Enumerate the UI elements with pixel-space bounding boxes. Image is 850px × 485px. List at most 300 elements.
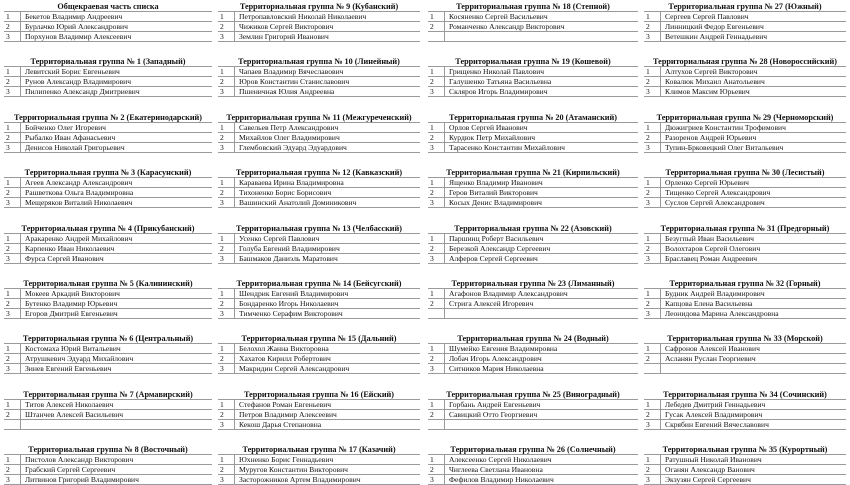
group-spacer: [428, 430, 638, 445]
candidate-name: Стефанов Роман Евгеньевич: [239, 399, 332, 409]
territorial-group: [218, 445, 420, 485]
candidate-name: Михайлов Олег Владимирович: [239, 132, 340, 142]
candidate-name: Бекетов Владимир Андреевич: [25, 12, 123, 21]
candidate-name: Будник Андрей Владимирович: [665, 288, 765, 298]
candidate-name: Мещеряков Виталий Николаевич: [25, 198, 133, 208]
candidate-row: [644, 21, 846, 31]
candidate-name: Сафронов Алексей Иванович: [665, 344, 760, 354]
candidate-number: 2: [218, 244, 235, 253]
candidate-number: 2: [218, 133, 235, 142]
candidate-row: [428, 464, 638, 474]
candidate-name: Савельев Петр Александрович: [239, 122, 339, 132]
group-spacer: [218, 208, 420, 223]
candidate-number: 2: [218, 465, 235, 474]
group-title: Территориальная группа № 27 (Южный): [668, 2, 822, 11]
candidate-name: Разоренов Андрей Юрьевич: [665, 132, 757, 142]
candidate-number: 1: [644, 400, 661, 409]
candidate-number: 3: [644, 475, 661, 484]
candidate-row: [428, 86, 638, 97]
candidate-number: 1: [428, 178, 445, 187]
candidate-row: [218, 122, 420, 132]
candidate-number: 1: [218, 455, 235, 464]
candidate-name: Грабский Сергей Сергеевич: [25, 465, 116, 475]
territorial-group: [644, 57, 846, 97]
candidate-number: 1: [428, 67, 445, 76]
candidate-name: Караваева Ирина Владимировна: [239, 178, 344, 188]
candidate-name: Порхунов Владимир Алексеевич: [25, 32, 132, 41]
group-spacer: [644, 264, 846, 279]
candidate-name: Экзузян Сергей Сергеевич: [665, 475, 751, 485]
candidate-number: 2: [428, 133, 445, 142]
group-spacer: [428, 374, 638, 389]
candidate-number: 1: [428, 455, 445, 464]
candidate-row: [4, 233, 212, 243]
candidate-row: [644, 66, 846, 76]
candidate-number: 1: [218, 344, 235, 353]
candidate-row: [428, 298, 638, 308]
candidate-number: 1: [218, 67, 235, 76]
candidate-name: Тимченко Серафим Викторович: [239, 308, 343, 318]
territorial-group: [218, 2, 420, 42]
territorial-group: [428, 168, 638, 208]
territorial-group: [218, 279, 420, 319]
candidate-name: Грищенко Николай Павлович: [449, 67, 545, 77]
candidate-name: Бондаренко Игорь Николаевич: [239, 298, 339, 308]
group-title: Территориальная группа № 6 (Центральный): [22, 334, 194, 344]
candidate-number: 3: [4, 254, 21, 263]
candidate-name: [21, 420, 25, 429]
group-title: Территориальная группа № 24 (Водный): [457, 334, 609, 344]
candidate-row: [4, 308, 212, 319]
territorial-group: [218, 113, 420, 153]
candidate-number: 2: [4, 465, 21, 474]
candidate-name: Браславец Роман Андреевич: [665, 253, 758, 263]
group-title: Территориальная группа № 17 (Казачий): [242, 445, 396, 455]
group-title: Территориальная группа № 26 (Солнечный): [450, 445, 616, 455]
candidate-number: 1: [644, 234, 661, 243]
candidate-number: 1: [4, 400, 21, 409]
candidate-name: Гусак Алексей Владимирович: [665, 409, 763, 419]
candidate-number: 2: [644, 133, 661, 142]
territorial-group: [4, 390, 212, 430]
candidate-row: [4, 253, 212, 264]
candidate-number: 3: [4, 475, 21, 484]
candidate-name: Березкой Александр Сергеевич: [449, 243, 551, 253]
territorial-group: [644, 168, 846, 208]
candidate-row: [218, 363, 420, 374]
candidate-row: [428, 363, 638, 374]
territorial-group: [644, 445, 846, 485]
candidate-number: 3: [428, 364, 445, 373]
group-spacer: [218, 430, 420, 445]
group-spacer: [4, 374, 212, 389]
candidate-row: [4, 76, 212, 86]
territorial-group: [4, 2, 212, 42]
candidate-name: Дюжигриев Константин Трофимович: [665, 122, 786, 132]
candidate-name: Геров Виталий Викторович: [449, 188, 538, 198]
candidate-row: [4, 21, 212, 31]
candidate-number: 1: [4, 289, 21, 298]
candidate-number: 1: [218, 123, 235, 132]
candidate-row: [644, 399, 846, 409]
candidate-name: Пшеничная Юлия Андреевна: [239, 87, 335, 97]
territorial-group: [428, 57, 638, 97]
territorial-group: [4, 279, 212, 319]
territorial-group: [644, 390, 846, 430]
candidate-row: [428, 21, 638, 31]
candidate-number: 2: [644, 410, 661, 419]
candidate-number: 1: [218, 12, 235, 21]
candidate-number: 2: [218, 188, 235, 197]
group-spacer: [428, 97, 638, 112]
candidate-number: 2: [428, 354, 445, 363]
candidate-number: 3: [218, 364, 235, 373]
candidate-name: Тищенко Сергей Александрович: [665, 188, 771, 198]
candidate-row: [218, 233, 420, 243]
candidate-row: [428, 253, 638, 264]
candidate-row: [644, 177, 846, 187]
candidate-row: [428, 197, 638, 208]
candidate-name: Петропавловский Николай Николаевич: [239, 12, 367, 21]
candidate-name: Штанчев Алексей Васильевич: [25, 409, 124, 419]
candidate-name: Савицкий Отто Георгиевич: [449, 409, 538, 419]
candidate-row: [644, 454, 846, 464]
territorial-group: [4, 113, 212, 153]
candidate-row: [218, 474, 420, 485]
group-spacer: [4, 430, 212, 445]
candidate-number: 2: [644, 465, 661, 474]
candidate-name: Агафонов Владимир Александрович: [449, 288, 568, 298]
group-title: Территориальная группа № 8 (Восточный): [28, 445, 188, 455]
candidate-row: [218, 187, 420, 197]
candidate-number: 2: [428, 410, 445, 419]
candidate-name: Юхненко Борис Геннадьевич: [239, 455, 334, 465]
group-title: Территориальная группа № 16 (Ейский): [243, 389, 395, 399]
candidate-name: Фефилов Владимир Николаевич: [449, 475, 554, 485]
group-spacer: [4, 42, 212, 57]
candidate-name: Стрига Алексей Игоревич: [449, 298, 534, 308]
candidate-name: Глембовский Эдуард Эдуардович: [239, 142, 347, 152]
candidate-name: Асланян Руслан Георгиевич: [665, 354, 756, 364]
candidate-number: 3: [4, 198, 21, 207]
group-title: Территориальная группа № 4 (Прикубанский): [21, 223, 195, 233]
candidate-name: Аракаренко Андрей Михайлович: [25, 233, 133, 243]
candidate-name: Алтухов Сергей Викторович: [665, 67, 758, 77]
candidate-number: 1: [4, 12, 21, 21]
candidate-number: 1: [4, 455, 21, 464]
candidate-row: [218, 132, 420, 142]
candidate-row: [218, 142, 420, 153]
candidate-row: [428, 122, 638, 132]
candidate-name: Бутенко Владимир Юрьевич: [25, 298, 118, 308]
candidate-number: 2: [218, 410, 235, 419]
candidate-row: [644, 308, 846, 319]
candidate-name: Паршинц Роберт Васильевич: [449, 233, 544, 243]
candidate-row: [644, 197, 846, 208]
candidate-number: 2: [4, 244, 21, 253]
candidate-row: [644, 31, 846, 42]
candidate-number: 2: [644, 299, 661, 308]
candidate-number: 3: [218, 309, 235, 318]
group-spacer: [4, 153, 212, 168]
candidate-name: Литвинов Григорий Владимирович: [25, 475, 139, 485]
candidate-number: 1: [4, 234, 21, 243]
candidate-row: [644, 187, 846, 197]
candidate-row: [4, 122, 212, 132]
candidate-number: 3: [428, 254, 445, 263]
candidate-name: Засторожников Артем Владимирович: [239, 475, 361, 485]
candidate-number: 1: [4, 123, 21, 132]
candidate-number: 2: [428, 465, 445, 474]
candidate-row: [218, 243, 420, 253]
candidate-number: 2: [4, 22, 21, 31]
candidate-name: Климов Максим Юрьевич: [665, 87, 750, 97]
candidate-name: Тихоненко Борис Борисович: [239, 188, 332, 198]
candidate-row: [644, 243, 846, 253]
candidate-number: 3: [644, 198, 661, 207]
candidate-row: [4, 11, 212, 21]
candidate-name: Вашинский Анатолий Доминикович: [239, 198, 357, 208]
group-title: Территориальная группа № 31 (Предгорный): [660, 223, 830, 233]
candidate-row: [218, 253, 420, 264]
candidate-name: Фурса Сергей Иванович: [25, 253, 104, 263]
candidate-number: [428, 420, 445, 429]
candidate-number: 2: [428, 299, 445, 308]
group-title: Территориальная группа № 2 (Екатеринодарский): [14, 112, 202, 122]
candidate-name: Башмаков Даниэль Маратович: [239, 253, 338, 263]
candidate-number: 2: [218, 354, 235, 363]
territorial-group: [428, 279, 638, 319]
candidate-name: Карпенко Иван Николаевич: [25, 243, 115, 253]
group-spacer: [428, 42, 638, 57]
candidate-row: [4, 464, 212, 474]
candidate-number: 3: [644, 254, 661, 263]
candidate-name: Романченко Александр Викторович: [449, 22, 565, 31]
column-1: [4, 2, 212, 485]
candidate-number: 3: [4, 32, 21, 41]
candidate-name: Бурлачко Юрий Александрович: [25, 22, 128, 31]
candidate-row: [644, 132, 846, 142]
candidate-number: [4, 420, 21, 429]
candidate-number: 1: [644, 344, 661, 353]
candidate-name: [445, 420, 449, 429]
candidate-row: [4, 298, 212, 308]
candidate-number: 3: [218, 475, 235, 484]
column-2: [218, 2, 420, 485]
candidate-name: Лобач Игорь Александрович: [449, 354, 542, 364]
candidate-row: [218, 409, 420, 419]
candidate-number: 2: [428, 244, 445, 253]
candidate-row: [4, 197, 212, 208]
candidate-row: [644, 253, 846, 264]
candidate-row: [218, 86, 420, 97]
candidate-row: [218, 288, 420, 298]
candidate-row: [218, 353, 420, 363]
candidate-row: [218, 343, 420, 353]
candidate-row: [644, 76, 846, 86]
candidate-name: Шендрик Евгений Владимирович: [239, 288, 349, 298]
candidate-name: Макридин Сергей Александрович: [239, 364, 350, 374]
candidate-row: [428, 419, 638, 430]
candidate-name: Атрушкевич Эдуард Михайлович: [25, 354, 134, 364]
candidate-name: Зинев Евгений Евгеньевич: [25, 364, 112, 374]
candidate-row: [428, 308, 638, 319]
group-title: Территориальная группа № 19 (Кошевой): [455, 57, 611, 67]
column-3: [428, 2, 638, 485]
group-spacer: [218, 42, 420, 57]
candidate-row: [4, 142, 212, 153]
candidate-row: [428, 11, 638, 21]
candidate-row: [428, 243, 638, 253]
candidate-name: Капцова Елена Васильевна: [665, 298, 753, 308]
territorial-group: [428, 2, 638, 42]
group-title: Территориальная группа № 33 (Морской): [667, 334, 823, 344]
candidate-row: [428, 474, 638, 485]
candidate-row: [4, 243, 212, 253]
candidate-row: [4, 419, 212, 430]
candidate-row: [4, 409, 212, 419]
candidate-name: Шумейко Евгения Владимировна: [449, 344, 558, 354]
candidate-name: [445, 32, 449, 41]
candidate-number: 2: [4, 410, 21, 419]
candidate-number: 2: [4, 77, 21, 86]
candidate-name: Белохол Жанна Викторовна: [239, 344, 329, 354]
group-spacer: [218, 319, 420, 334]
group-title: Территориальная группа № 25 (Виноградный): [446, 389, 620, 399]
candidate-row: [218, 197, 420, 208]
group-title: Территориальная группа № 18 (Степной): [456, 2, 610, 11]
group-title: Общекраевая часть списка: [57, 2, 159, 11]
candidate-row: [428, 399, 638, 409]
candidate-row: [428, 142, 638, 153]
group-spacer: [4, 319, 212, 334]
group-spacer: [644, 153, 846, 168]
candidate-number: 3: [428, 198, 445, 207]
candidate-name: Волохтаров Сергей Олегович: [665, 243, 761, 253]
territorial-group: [218, 390, 420, 430]
candidate-number: 2: [4, 188, 21, 197]
group-title: Территориальная группа № 15 (Дальний): [241, 334, 397, 344]
territorial-group: [644, 2, 846, 42]
candidate-name: Левитский Борис Евгеньевич: [25, 67, 120, 77]
candidate-row: [428, 187, 638, 197]
candidate-name: Денисов Николай Григорьевич: [25, 142, 125, 152]
candidate-row: [428, 233, 638, 243]
candidate-number: 2: [4, 354, 21, 363]
candidate-name: Мокеев Аркадий Викторович: [25, 288, 120, 298]
candidate-number: 3: [218, 87, 235, 96]
candidate-name: Скляров Игорь Владимирович: [449, 87, 548, 97]
candidate-row: [218, 177, 420, 187]
candidate-number: 3: [644, 143, 661, 152]
candidate-number: 2: [644, 77, 661, 86]
candidate-row: [644, 86, 846, 97]
candidate-number: 3: [644, 309, 661, 318]
candidate-name: Костомаха Юрий Витальевич: [25, 344, 121, 354]
candidate-name: Рунов Александр Владимирович: [25, 77, 132, 87]
group-title: Территориальная группа № 3 (Карасунский): [24, 168, 192, 178]
group-spacer: [218, 153, 420, 168]
candidate-number: 1: [644, 178, 661, 187]
group-spacer: [644, 97, 846, 112]
candidate-row: [4, 363, 212, 374]
candidate-name: Бойченко Олег Игоревич: [25, 122, 106, 132]
candidate-name: Сергеев Сергей Павлович: [665, 12, 749, 21]
candidate-number: 2: [644, 244, 661, 253]
candidate-row: [4, 288, 212, 298]
candidate-name: Рыбалко Иван Афанасьевич: [25, 132, 116, 142]
group-title: Территориальная группа № 10 (Линейный): [238, 57, 400, 67]
candidate-name: Кекош Дарья Степановна: [239, 419, 322, 429]
candidate-row: [644, 464, 846, 474]
candidate-number: 3: [4, 87, 21, 96]
candidate-row: [428, 353, 638, 363]
group-spacer: [428, 319, 638, 334]
candidate-name: Леонидова Марина Александровна: [665, 308, 779, 318]
candidate-name: Ященко Владимир Иванович: [449, 178, 543, 188]
candidate-name: Чиглеева Светлана Ивановна: [449, 465, 543, 475]
group-title: Территориальная группа № 34 (Сочинский): [663, 389, 827, 399]
candidate-row: [218, 419, 420, 430]
candidate-row: [428, 343, 638, 353]
candidate-name: Пилипенко Александр Дмитриевич: [25, 87, 140, 97]
candidate-row: [644, 343, 846, 353]
candidate-row: [428, 454, 638, 464]
group-spacer: [644, 430, 846, 445]
territorial-group: [428, 334, 638, 374]
candidate-number: 1: [4, 67, 21, 76]
candidate-row: [428, 177, 638, 187]
candidate-number: 3: [218, 254, 235, 263]
group-title: Территориальная группа № 28 (Новороссийский): [653, 57, 837, 67]
group-title: Территориальная группа № 32 (Горный): [669, 278, 821, 288]
group-spacer: [428, 153, 638, 168]
candidate-number: 2: [644, 188, 661, 197]
candidate-number: 1: [4, 178, 21, 187]
group-title: Территориальная группа № 5 (Калининский): [23, 278, 193, 288]
candidate-name: Чапаев Владимир Вячеславович: [239, 67, 344, 77]
candidate-number: 1: [428, 123, 445, 132]
candidate-row: [428, 76, 638, 86]
candidate-number: 2: [218, 22, 235, 31]
candidate-name: Алферов Сергей Сергеевич: [449, 253, 538, 263]
territorial-group: [218, 224, 420, 264]
candidate-name: Егоров Дмитрий Евгеньевич: [25, 308, 118, 318]
candidate-row: [644, 298, 846, 308]
candidate-number: 2: [428, 22, 445, 31]
territorial-group: [644, 279, 846, 319]
candidate-number: 3: [218, 32, 235, 41]
group-title: Территориальная группа № 21 (Кирпильский): [446, 168, 620, 178]
candidate-row: [4, 353, 212, 363]
candidate-number: 2: [218, 77, 235, 86]
candidate-number: 3: [218, 143, 235, 152]
candidate-row: [218, 66, 420, 76]
group-title: Территориальная группа № 23 (Лиманный): [451, 278, 615, 288]
group-spacer: [428, 208, 638, 223]
group-title: Территориальная группа № 30 (Лесистый): [665, 168, 825, 178]
candidate-number: 3: [428, 475, 445, 484]
territorial-group: [218, 168, 420, 208]
candidate-number: 3: [218, 420, 235, 429]
group-spacer: [4, 264, 212, 279]
candidate-name: Пистолов Александр Викторович: [25, 455, 134, 465]
candidate-name: Линницкий Федор Евгеньевич: [665, 22, 764, 31]
candidate-row: [644, 288, 846, 298]
group-title: Территориальная группа № 1 (Западный): [30, 57, 186, 67]
candidate-row: [4, 343, 212, 353]
candidate-number: [428, 309, 445, 318]
